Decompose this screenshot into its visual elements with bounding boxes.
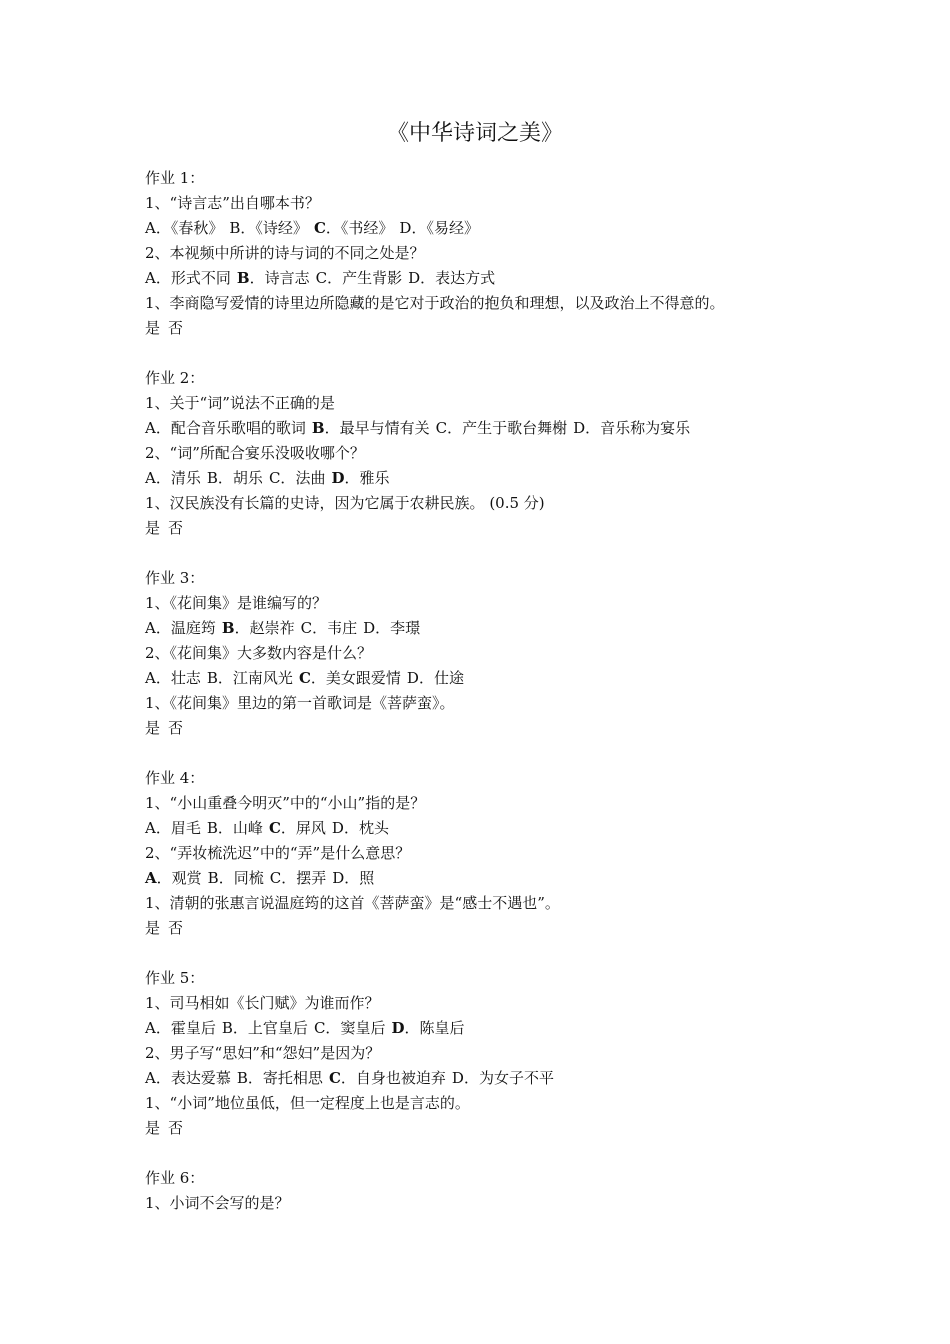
option-letter: D [331, 469, 345, 487]
answer-option [363, 619, 420, 637]
option-letter: A [145, 819, 156, 837]
true-false-options [145, 1116, 905, 1141]
option-letter: A [145, 669, 156, 687]
question-text: 1、“诗言志”出自哪本书？ [145, 194, 320, 212]
option-separator: ． [155, 1069, 171, 1087]
answer-option [145, 669, 201, 687]
option-separator: ． [218, 869, 234, 887]
option-letter: D [399, 219, 412, 237]
assignment-list [145, 166, 905, 1216]
option-text: 表达方式 [435, 269, 496, 287]
option-letter: C [269, 869, 282, 887]
option-separator: ． [247, 1069, 263, 1087]
option-text: 胡乐 [232, 469, 263, 487]
option-letter: B [221, 1019, 233, 1037]
assignment-heading: 作业 1： [145, 169, 205, 187]
question-text: 1、汉民族没有长篇的史诗，因为它属于农耕民族。 (0.5 分) [145, 494, 545, 512]
option-separator: ． [411, 219, 427, 237]
option-separator: ． [232, 1019, 248, 1037]
option-text: 自身也被迫弃 [355, 1069, 446, 1087]
option-text: 《诗经》 [255, 219, 308, 237]
option-text: 温庭筠 [170, 619, 216, 637]
option-text: 霍皇后 [170, 1019, 216, 1037]
option-separator: ． [404, 1019, 420, 1037]
option-no: 否 [168, 319, 184, 337]
answer-option [145, 1019, 216, 1037]
option-yes: 是 [145, 319, 161, 337]
option-text: 上官皇后 [247, 1019, 308, 1037]
question-text: 2、男子写“思妇”和“怨妇”是因为？ [145, 1044, 381, 1062]
document-title: 《中华诗词之美》 [386, 121, 563, 146]
option-letter: D [332, 869, 345, 887]
option-text: 李璟 [390, 619, 421, 637]
answer-option [145, 419, 306, 437]
option-text: 雅乐 [359, 469, 390, 487]
answer-option [222, 619, 295, 637]
option-letter: A [145, 1069, 156, 1087]
answer-option [391, 1019, 464, 1037]
option-letter: A [145, 469, 156, 487]
option-letter: D [573, 419, 586, 437]
option-letter: C [298, 669, 311, 687]
section-gap [145, 1141, 905, 1166]
answer-options [145, 866, 905, 891]
option-letter: A [145, 869, 157, 887]
option-separator: ． [585, 419, 601, 437]
option-letter: C [268, 469, 281, 487]
option-letter: B [311, 419, 325, 437]
answer-options [145, 466, 905, 491]
true-false-options [145, 716, 905, 741]
option-separator: ． [310, 669, 326, 687]
answer-option [222, 1019, 308, 1037]
answer-option [316, 269, 403, 287]
assignment-heading: 作业 6： [145, 1169, 205, 1187]
option-letter: B [206, 669, 218, 687]
option-separator: ． [155, 619, 171, 637]
option-separator: ． [463, 1069, 479, 1087]
option-text: 陈皇后 [419, 1019, 465, 1037]
answer-option [332, 869, 374, 887]
option-text: 寄托相思 [262, 1069, 323, 1087]
answer-option [331, 469, 389, 487]
option-text: 为女子不平 [478, 1069, 554, 1087]
question-text: 1、《花间集》是谁编写的？ [145, 594, 328, 612]
option-letter: B [236, 269, 250, 287]
option-text: 窦皇后 [340, 1019, 386, 1037]
option-separator: ． [155, 469, 171, 487]
option-text: 配合音乐歌唱的歌词 [170, 419, 306, 437]
true-false-options [145, 316, 905, 341]
answer-option [314, 1019, 386, 1037]
option-separator: ． [281, 869, 297, 887]
option-separator: ． [420, 269, 436, 287]
option-text: 清乐 [170, 469, 201, 487]
option-letter: B [229, 219, 241, 237]
option-separator: ． [280, 819, 296, 837]
answer-option [452, 1069, 554, 1087]
option-separator: ． [327, 269, 343, 287]
option-text: 产生背影 [342, 269, 403, 287]
option-text: 壮志 [170, 669, 201, 687]
answer-option [208, 869, 264, 887]
answer-option [436, 419, 568, 437]
answer-option [269, 819, 326, 837]
option-text: 诗言志 [264, 269, 310, 287]
option-yes: 是 [145, 919, 161, 937]
answer-option [207, 819, 263, 837]
question-text: 1、清朝的张惠言说温庭筠的这首《菩萨蛮》是“感士不遇也”。 [145, 894, 560, 912]
option-separator: ． [280, 469, 296, 487]
option-text: 音乐称为宴乐 [600, 419, 691, 437]
option-text: 屏风 [295, 819, 326, 837]
answer-option [145, 869, 202, 887]
option-letter: A [145, 219, 156, 237]
option-text: 江南风光 [232, 669, 293, 687]
option-text: 仕途 [433, 669, 464, 687]
option-separator: ． [344, 869, 360, 887]
assignment-section [145, 1166, 905, 1216]
answer-options [145, 1066, 905, 1091]
assignment-heading: 作业 2： [145, 369, 205, 387]
question-text: 2、本视频中所讲的诗与词的不同之处是？ [145, 244, 425, 262]
option-yes: 是 [145, 719, 161, 737]
option-separator: ． [249, 269, 265, 287]
answer-option [407, 669, 464, 687]
question-text: 1、李商隐写爱情的诗里边所隐藏的是它对于政治的抱负和理想，以及政治上不得意的。 [145, 294, 725, 312]
answer-option [399, 219, 479, 237]
option-separator: ． [418, 669, 434, 687]
section-gap [145, 341, 905, 366]
option-letter: C [300, 619, 313, 637]
option-separator: ． [324, 419, 340, 437]
option-separator: ． [155, 669, 171, 687]
assignment-heading: 作业 4： [145, 769, 205, 787]
option-separator: ． [155, 819, 171, 837]
option-text: 《书经》 [340, 219, 394, 237]
option-text: 形式不同 [170, 269, 231, 287]
answer-option [299, 669, 401, 687]
option-text: 摆弄 [296, 869, 327, 887]
option-no: 否 [168, 719, 184, 737]
answer-options [145, 1016, 905, 1041]
assignment-section [145, 566, 905, 741]
answer-option [229, 219, 308, 237]
option-letter: A [145, 619, 156, 637]
answer-option [145, 269, 231, 287]
section-gap [145, 741, 905, 766]
answer-option [301, 619, 358, 637]
option-text: 观赏 [171, 869, 202, 887]
option-letter: D [331, 819, 344, 837]
option-separator: ． [240, 219, 256, 237]
option-separator: ． [375, 619, 391, 637]
option-separator: ． [234, 619, 250, 637]
option-text: 韦庄 [327, 619, 358, 637]
option-text: 照 [359, 869, 375, 887]
question-text: 2、“词”所配合宴乐没吸收哪个？ [145, 444, 365, 462]
option-separator: ． [447, 419, 463, 437]
answer-option [237, 1069, 323, 1087]
option-no: 否 [168, 519, 184, 537]
option-letter: C [328, 1069, 341, 1087]
question-text: 1、“小山重叠今明灭”中的“小山”指的是？ [145, 794, 426, 812]
option-separator: ． [155, 419, 171, 437]
option-text: 同梳 [233, 869, 264, 887]
option-letter: B [221, 619, 235, 637]
option-text: 眉毛 [170, 819, 201, 837]
answer-option [314, 219, 393, 237]
option-text: 产生于歌台舞榭 [462, 419, 568, 437]
option-letter: D [391, 1019, 405, 1037]
option-letter: A [145, 1019, 156, 1037]
assignment-section [145, 766, 905, 941]
option-no: 否 [168, 919, 184, 937]
option-letter: C [313, 1019, 326, 1037]
true-false-options [145, 916, 905, 941]
question-text: 2、《花间集》大多数内容是什么？ [145, 644, 373, 662]
option-letter: D [363, 619, 376, 637]
answer-option [145, 1069, 231, 1087]
answer-option [145, 619, 216, 637]
option-letter: D [451, 1069, 464, 1087]
option-no: 否 [168, 1119, 184, 1137]
answer-option [573, 419, 690, 437]
option-separator: ． [344, 469, 360, 487]
option-text: 山峰 [232, 819, 263, 837]
option-text: 《易经》 [426, 219, 479, 237]
answer-options [145, 266, 905, 291]
option-text: 最早与情有关 [339, 419, 430, 437]
option-letter: B [206, 819, 218, 837]
option-text: 赵崇祚 [249, 619, 295, 637]
answer-option [270, 869, 327, 887]
question-text: 1、“小词”地位虽低，但一定程度上也是言志的。 [145, 1094, 470, 1112]
option-separator: ． [340, 1069, 356, 1087]
option-separator: ． [217, 819, 233, 837]
answer-option [237, 269, 310, 287]
option-letter: B [206, 469, 218, 487]
answer-option [329, 1069, 446, 1087]
option-text: 《春秋》 [170, 219, 224, 237]
option-separator: ． [325, 1019, 341, 1037]
option-separator: ． [343, 819, 359, 837]
assignment-section [145, 366, 905, 541]
answer-option [207, 469, 263, 487]
option-letter: C [313, 219, 326, 237]
answer-option [145, 219, 223, 237]
question-text: 2、“弄妆梳洗迟”中的“弄”是什么意思？ [145, 844, 411, 862]
option-yes: 是 [145, 519, 161, 537]
option-letter: D [408, 269, 421, 287]
option-separator: ． [217, 469, 233, 487]
question-text: 1、司马相如《长门赋》为谁而作？ [145, 994, 380, 1012]
option-separator: ． [155, 269, 171, 287]
answer-option [312, 419, 430, 437]
option-text: 美女跟爱情 [325, 669, 401, 687]
question-text: 1、《花间集》里边的第一首歌词是《菩萨蛮》。 [145, 694, 455, 712]
option-text: 枕头 [358, 819, 389, 837]
answer-option [145, 469, 201, 487]
option-letter: B [236, 1069, 248, 1087]
option-letter: C [268, 819, 281, 837]
option-separator: ． [156, 869, 172, 887]
answer-option [332, 819, 389, 837]
answer-option [207, 669, 293, 687]
assignment-heading: 作业 5： [145, 969, 205, 987]
answer-options [145, 616, 905, 641]
option-separator: ． [325, 219, 341, 237]
question-text: 1、关于“词”说法不正确的是 [145, 394, 335, 412]
option-letter: A [145, 419, 156, 437]
answer-options [145, 416, 905, 441]
answer-option [145, 819, 201, 837]
true-false-options [145, 516, 905, 541]
option-text: 法曲 [295, 469, 326, 487]
option-letter: C [435, 419, 448, 437]
answer-options [145, 216, 905, 241]
option-letter: D [406, 669, 419, 687]
option-yes: 是 [145, 1119, 161, 1137]
option-letter: A [145, 269, 156, 287]
assignment-section [145, 966, 905, 1141]
option-letter: B [207, 869, 219, 887]
section-gap [145, 541, 905, 566]
option-letter: C [315, 269, 328, 287]
answer-options [145, 816, 905, 841]
assignment-heading: 作业 3： [145, 569, 205, 587]
option-separator: ． [155, 219, 171, 237]
answer-option [269, 469, 326, 487]
section-gap [145, 941, 905, 966]
option-separator: ． [217, 669, 233, 687]
option-separator: ． [312, 619, 328, 637]
option-separator: ． [155, 1019, 171, 1037]
question-text: 1、小词不会写的是？ [145, 1194, 290, 1212]
option-text: 表达爱慕 [170, 1069, 231, 1087]
assignment-section [145, 166, 905, 341]
answer-option [408, 269, 495, 287]
answer-options [145, 666, 905, 691]
